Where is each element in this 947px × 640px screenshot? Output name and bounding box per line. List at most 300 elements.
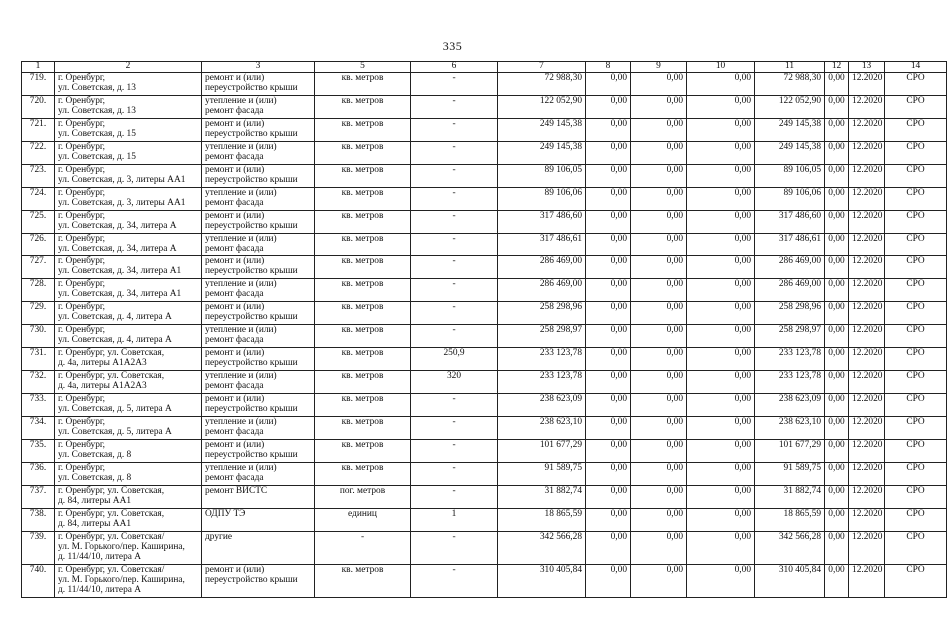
column-number-header: 12 (825, 62, 849, 73)
volume-cell: 1 (411, 508, 498, 531)
unit-cell: кв. метров (315, 141, 411, 164)
address-cell (55, 187, 202, 210)
period-cell: 12.2020 (849, 256, 885, 279)
address-cell-line: ул. Советская, д. 13 (58, 82, 136, 93)
executor-type-cell: СРО (885, 233, 947, 256)
column-number-header: 6 (411, 62, 498, 73)
period-cell: 12.2020 (849, 348, 885, 371)
address-cell (55, 233, 202, 256)
work-type-cell-line: ремонт и (или) (205, 394, 265, 405)
table-row (22, 508, 947, 531)
period-cell: 12.2020 (849, 187, 885, 210)
unit-cell: кв. метров (315, 279, 411, 302)
page-number: 335 (442, 39, 463, 53)
cost-col9-cell: 0,00 (631, 233, 687, 256)
work-type-cell-line: ОДПУ ТЭ (205, 508, 246, 519)
cost-col9-cell: 0,00 (631, 256, 687, 279)
cost-col8-cell: 0,00 (586, 256, 631, 279)
work-type-cell-line: ремонт и (или) (205, 439, 265, 450)
cost-col9-cell: 0,00 (631, 394, 687, 417)
work-type-cell (202, 371, 315, 394)
cost-col11-cell: 286 469,00 (755, 256, 825, 279)
cost-col8-cell: 0,00 (586, 233, 631, 256)
volume-cell: - (411, 417, 498, 440)
executor-type-cell: СРО (885, 325, 947, 348)
table-body (22, 72, 947, 597)
cost-col10-cell: 0,00 (687, 325, 755, 348)
work-type-cell-line: переустройство крыши (205, 82, 298, 93)
cost-col9-cell: 0,00 (631, 531, 687, 564)
cost-col10-cell: 0,00 (687, 417, 755, 440)
volume-cell: - (411, 210, 498, 233)
column-number-header: 5 (315, 62, 411, 73)
work-type-cell-line: ремонт фасада (205, 427, 264, 437)
work-type-cell (202, 95, 315, 118)
row-number-cell: 740. (22, 564, 55, 597)
cost-col11-cell: 89 106,06 (755, 187, 825, 210)
address-cell-line: г. Оренбург, (58, 462, 106, 473)
cost-col11-cell: 249 145,38 (755, 118, 825, 141)
address-cell (55, 394, 202, 417)
address-cell-line: д. 84, литеры АА1 (58, 495, 132, 506)
address-cell-line: г. Оренбург, ул. Советская, (58, 371, 165, 382)
table-row (22, 141, 947, 164)
period-cell: 12.2020 (849, 302, 885, 325)
address-cell (55, 141, 202, 164)
address-cell (55, 371, 202, 394)
cost-col9-cell: 0,00 (631, 279, 687, 302)
work-type-cell (202, 348, 315, 371)
work-type-cell (202, 233, 315, 256)
row-number-cell: 720. (22, 95, 55, 118)
row-number-cell: 730. (22, 325, 55, 348)
volume-cell: - (411, 256, 498, 279)
table-row (22, 187, 947, 210)
cost-col8-cell: 0,00 (586, 531, 631, 564)
work-type-cell-line: ремонт и (или) (205, 348, 265, 359)
table-row (22, 439, 947, 462)
cost-col12-cell: 0,00 (825, 187, 849, 210)
work-type-cell-line: утепление и (или) (205, 95, 277, 106)
total-cost-cell: 89 106,06 (498, 187, 586, 210)
address-cell-line: ул. Советская, д. 4, литера А (58, 335, 172, 346)
cost-col9-cell: 0,00 (631, 439, 687, 462)
table-row (22, 72, 947, 95)
cost-col9-cell: 0,00 (631, 371, 687, 394)
unit-cell: единиц (315, 508, 411, 531)
cost-col12-cell: 0,00 (825, 485, 849, 508)
work-type-cell-line: утепление и (или) (205, 141, 277, 152)
total-cost-cell: 72 988,30 (498, 72, 586, 95)
work-type-cell (202, 141, 315, 164)
volume-cell: - (411, 302, 498, 325)
cost-col10-cell: 0,00 (687, 164, 755, 187)
total-cost-cell: 233 123,78 (498, 371, 586, 394)
table-row (22, 279, 947, 302)
cost-col11-cell: 317 486,60 (755, 210, 825, 233)
volume-cell: - (411, 325, 498, 348)
work-type-cell-line: ремонт и (или) (205, 564, 265, 575)
row-number-cell: 723. (22, 164, 55, 187)
cost-col12-cell: 0,00 (825, 256, 849, 279)
period-cell: 12.2020 (849, 439, 885, 462)
address-cell-line: ул. Советская, д. 34, литера А1 (58, 289, 182, 300)
work-type-cell-line: ремонт и (или) (205, 118, 265, 129)
total-cost-cell: 238 623,09 (498, 394, 586, 417)
cost-col11-cell: 317 486,61 (755, 233, 825, 256)
executor-type-cell: СРО (885, 118, 947, 141)
work-type-cell-line: ремонт фасада (205, 381, 264, 392)
cost-col9-cell: 0,00 (631, 485, 687, 508)
period-cell: 12.2020 (849, 417, 885, 440)
cost-col10-cell: 0,00 (687, 462, 755, 485)
cost-col11-cell: 258 298,96 (755, 302, 825, 325)
cost-col10-cell: 0,00 (687, 118, 755, 141)
row-number-cell: 735. (22, 439, 55, 462)
period-cell: 12.2020 (849, 118, 885, 141)
cost-col10-cell: 0,00 (687, 72, 755, 95)
volume-cell: - (411, 118, 498, 141)
work-type-cell-line: утепление и (или) (205, 462, 277, 473)
table-row (22, 485, 947, 508)
total-cost-cell: 31 882,74 (498, 485, 586, 508)
work-type-cell-line: переустройство крыши (205, 449, 298, 460)
unit-cell: - (315, 531, 411, 564)
cost-col10-cell: 0,00 (687, 371, 755, 394)
cost-col12-cell: 0,00 (825, 508, 849, 531)
table-row (22, 210, 947, 233)
work-type-cell-line: переустройство крыши (205, 220, 298, 231)
work-type-cell-line: переустройство крыши (205, 574, 298, 585)
cost-col12-cell: 0,00 (825, 233, 849, 256)
work-type-cell (202, 210, 315, 233)
address-cell-line: ул. Советская, д. 4, литера А (58, 312, 172, 323)
cost-col12-cell: 0,00 (825, 462, 849, 485)
address-cell (55, 462, 202, 485)
address-cell-line: д. 84, литеры АА1 (58, 518, 132, 529)
address-cell-line: г. Оренбург, (58, 72, 106, 83)
total-cost-cell: 238 623,10 (498, 417, 586, 440)
executor-type-cell: СРО (885, 164, 947, 187)
work-type-cell (202, 564, 315, 597)
total-cost-cell: 258 298,96 (498, 302, 586, 325)
total-cost-cell: 317 486,60 (498, 210, 586, 233)
table-row (22, 348, 947, 371)
column-number-header: 2 (55, 62, 202, 73)
executor-type-cell: СРО (885, 531, 947, 564)
cost-col9-cell: 0,00 (631, 95, 687, 118)
address-cell-line: г. Оренбург, (58, 141, 106, 152)
work-type-cell-line: ремонт и (или) (205, 302, 265, 313)
cost-col10-cell: 0,00 (687, 564, 755, 597)
executor-type-cell: СРО (885, 187, 947, 210)
cost-col8-cell: 0,00 (586, 95, 631, 118)
address-cell-line: г. Оренбург, ул. Советская, (58, 485, 165, 496)
cost-col8-cell: 0,00 (586, 417, 631, 440)
cost-col8-cell: 0,00 (586, 187, 631, 210)
address-cell (55, 485, 202, 508)
executor-type-cell: СРО (885, 72, 947, 95)
address-cell (55, 95, 202, 118)
work-type-cell (202, 485, 315, 508)
executor-type-cell: СРО (885, 348, 947, 371)
address-cell-line: г. Оренбург, (58, 95, 106, 106)
address-cell-line: г. Оренбург, (58, 118, 106, 129)
cost-col9-cell: 0,00 (631, 564, 687, 597)
cost-col8-cell: 0,00 (586, 439, 631, 462)
address-cell-line: д. 4а, литеры А1А2А3 (58, 381, 147, 392)
work-type-cell-line: ремонт фасада (205, 289, 264, 300)
work-type-cell-line: утепление и (или) (205, 233, 277, 244)
unit-cell: кв. метров (315, 95, 411, 118)
address-cell-line: г. Оренбург, (58, 187, 106, 198)
address-cell-line: ул. Советская, д. 3, литеры АА1 (58, 174, 186, 185)
address-cell-line: ул. М. Горького/пер. Каширина, (58, 574, 185, 585)
table-row (22, 95, 947, 118)
column-number-header: 3 (202, 62, 315, 73)
address-cell-line: г. Оренбург, ул. Советская/ (58, 564, 165, 575)
work-type-cell-line: ремонт фасада (205, 335, 264, 346)
cost-col12-cell: 0,00 (825, 141, 849, 164)
cost-col11-cell: 101 677,29 (755, 439, 825, 462)
work-type-cell (202, 164, 315, 187)
cost-col8-cell: 0,00 (586, 462, 631, 485)
cost-col8-cell: 0,00 (586, 141, 631, 164)
period-cell: 12.2020 (849, 462, 885, 485)
cost-col9-cell: 0,00 (631, 417, 687, 440)
cost-col10-cell: 0,00 (687, 210, 755, 233)
executor-type-cell: СРО (885, 279, 947, 302)
cost-col10-cell: 0,00 (687, 531, 755, 564)
executor-type-cell: СРО (885, 394, 947, 417)
cost-col8-cell: 0,00 (586, 279, 631, 302)
cost-col9-cell: 0,00 (631, 187, 687, 210)
address-cell-line: ул. Советская, д. 13 (58, 105, 136, 116)
address-cell-line: г. Оренбург, (58, 325, 106, 336)
volume-cell: - (411, 233, 498, 256)
table-row (22, 462, 947, 485)
address-cell-line: ул. Советская, д. 5, литера А (58, 404, 172, 415)
cost-col8-cell: 0,00 (586, 210, 631, 233)
cost-col12-cell: 0,00 (825, 417, 849, 440)
work-type-cell (202, 394, 315, 417)
cost-col9-cell: 0,00 (631, 508, 687, 531)
work-type-cell (202, 531, 315, 564)
period-cell: 12.2020 (849, 141, 885, 164)
cost-col12-cell: 0,00 (825, 394, 849, 417)
executor-type-cell: СРО (885, 417, 947, 440)
column-number-header: 11 (755, 62, 825, 73)
work-type-cell-line: переустройство крыши (205, 404, 298, 415)
table-row (22, 233, 947, 256)
work-type-cell (202, 325, 315, 348)
address-cell (55, 164, 202, 187)
cost-col12-cell: 0,00 (825, 279, 849, 302)
work-type-cell (202, 118, 315, 141)
total-cost-cell: 310 405,84 (498, 564, 586, 597)
cost-col8-cell: 0,00 (586, 164, 631, 187)
row-number-cell: 739. (22, 531, 55, 564)
cost-col8-cell: 0,00 (586, 72, 631, 95)
executor-type-cell: СРО (885, 371, 947, 394)
unit-cell: кв. метров (315, 394, 411, 417)
executor-type-cell: СРО (885, 256, 947, 279)
address-cell (55, 118, 202, 141)
work-type-cell-line: переустройство крыши (205, 266, 298, 277)
cost-col11-cell: 249 145,38 (755, 141, 825, 164)
cost-col10-cell: 0,00 (687, 348, 755, 371)
column-number-header: 14 (885, 62, 947, 73)
cost-col9-cell: 0,00 (631, 72, 687, 95)
work-type-cell-line: ремонт и (или) (205, 256, 265, 267)
cost-col9-cell: 0,00 (631, 141, 687, 164)
address-cell (55, 508, 202, 531)
volume-cell: - (411, 279, 498, 302)
address-cell-line: г. Оренбург, (58, 417, 106, 428)
cost-col12-cell: 0,00 (825, 302, 849, 325)
address-cell-line: ул. Советская, д. 5, литера А (58, 427, 172, 437)
cost-col12-cell: 0,00 (825, 348, 849, 371)
table-row (22, 164, 947, 187)
work-type-cell (202, 417, 315, 440)
cost-col8-cell: 0,00 (586, 118, 631, 141)
address-cell-line: ул. Советская, д. 34, литера А1 (58, 266, 182, 277)
unit-cell: кв. метров (315, 325, 411, 348)
cost-col8-cell: 0,00 (586, 485, 631, 508)
cost-col10-cell: 0,00 (687, 95, 755, 118)
cost-col11-cell: 18 865,59 (755, 508, 825, 531)
volume-cell: - (411, 564, 498, 597)
cost-col11-cell: 233 123,78 (755, 348, 825, 371)
volume-cell: - (411, 394, 498, 417)
cost-col9-cell: 0,00 (631, 164, 687, 187)
work-type-cell-line: утепление и (или) (205, 187, 277, 198)
address-cell (55, 256, 202, 279)
address-cell-line: ул. Советская, д. 34, литера А (58, 243, 177, 254)
executor-type-cell: СРО (885, 141, 947, 164)
cost-col12-cell: 0,00 (825, 371, 849, 394)
volume-cell: - (411, 95, 498, 118)
unit-cell: кв. метров (315, 210, 411, 233)
address-cell-line: ул. Советская, д. 15 (58, 151, 136, 162)
period-cell: 12.2020 (849, 233, 885, 256)
executor-type-cell: СРО (885, 485, 947, 508)
total-cost-cell: 18 865,59 (498, 508, 586, 531)
address-cell (55, 302, 202, 325)
address-cell-line: д. 11/44/10, литера А (58, 551, 142, 562)
total-cost-cell: 317 486,61 (498, 233, 586, 256)
cost-col9-cell: 0,00 (631, 325, 687, 348)
row-number-cell: 727. (22, 256, 55, 279)
row-number-cell: 728. (22, 279, 55, 302)
cost-col8-cell: 0,00 (586, 302, 631, 325)
cost-col11-cell: 72 988,30 (755, 72, 825, 95)
cost-col10-cell: 0,00 (687, 141, 755, 164)
address-cell-line: г. Оренбург, ул. Советская/ (58, 531, 165, 542)
total-cost-cell: 286 469,00 (498, 279, 586, 302)
cost-col12-cell: 0,00 (825, 164, 849, 187)
address-cell (55, 417, 202, 440)
executor-type-cell: СРО (885, 210, 947, 233)
column-number-row (22, 62, 947, 73)
cost-col12-cell: 0,00 (825, 325, 849, 348)
cost-col8-cell: 0,00 (586, 325, 631, 348)
cost-col12-cell: 0,00 (825, 439, 849, 462)
address-cell-line: ул. Советская, д. 8 (58, 449, 132, 460)
executor-type-cell: СРО (885, 95, 947, 118)
volume-cell: - (411, 531, 498, 564)
work-type-cell (202, 187, 315, 210)
cost-col9-cell: 0,00 (631, 118, 687, 141)
total-cost-cell: 91 589,75 (498, 462, 586, 485)
work-type-cell (202, 302, 315, 325)
row-number-cell: 734. (22, 417, 55, 440)
address-cell (55, 279, 202, 302)
work-type-cell (202, 462, 315, 485)
volume-cell: 320 (411, 371, 498, 394)
cost-col8-cell: 0,00 (586, 348, 631, 371)
address-cell-line: г. Оренбург, (58, 394, 106, 405)
cost-col11-cell: 310 405,84 (755, 564, 825, 597)
cost-col8-cell: 0,00 (586, 508, 631, 531)
cost-col11-cell: 91 589,75 (755, 462, 825, 485)
unit-cell: кв. метров (315, 564, 411, 597)
address-cell (55, 531, 202, 564)
address-cell (55, 210, 202, 233)
unit-cell: кв. метров (315, 72, 411, 95)
work-type-cell (202, 256, 315, 279)
table-row (22, 118, 947, 141)
row-number-cell: 721. (22, 118, 55, 141)
table-row (22, 256, 947, 279)
cost-col11-cell: 233 123,78 (755, 371, 825, 394)
unit-cell: кв. метров (315, 348, 411, 371)
work-type-cell-line: ремонт ВИСТС (205, 485, 268, 496)
total-cost-cell: 342 566,28 (498, 531, 586, 564)
address-cell-line: г. Оренбург, ул. Советская, (58, 348, 165, 359)
work-type-cell-line: утепление и (или) (205, 371, 277, 382)
row-number-cell: 724. (22, 187, 55, 210)
work-type-cell-line: переустройство крыши (205, 128, 298, 139)
table-row (22, 531, 947, 564)
cost-col10-cell: 0,00 (687, 256, 755, 279)
cost-col11-cell: 286 469,00 (755, 279, 825, 302)
column-number-header: 1 (22, 62, 55, 73)
address-cell (55, 72, 202, 95)
unit-cell: кв. метров (315, 417, 411, 440)
cost-col11-cell: 342 566,28 (755, 531, 825, 564)
executor-type-cell: СРО (885, 302, 947, 325)
table-row (22, 325, 947, 348)
cost-col8-cell: 0,00 (586, 394, 631, 417)
column-number-header: 13 (849, 62, 885, 73)
cost-col12-cell: 0,00 (825, 531, 849, 564)
period-cell: 12.2020 (849, 72, 885, 95)
period-cell: 12.2020 (849, 164, 885, 187)
cost-col12-cell: 0,00 (825, 210, 849, 233)
row-number-cell: 729. (22, 302, 55, 325)
work-type-cell-line: утепление и (или) (205, 279, 277, 290)
total-cost-cell: 101 677,29 (498, 439, 586, 462)
period-cell: 12.2020 (849, 279, 885, 302)
total-cost-cell: 286 469,00 (498, 256, 586, 279)
total-cost-cell: 249 145,38 (498, 141, 586, 164)
address-cell-line: г. Оренбург, (58, 210, 106, 221)
cost-col10-cell: 0,00 (687, 394, 755, 417)
unit-cell: кв. метров (315, 118, 411, 141)
cost-col8-cell: 0,00 (586, 564, 631, 597)
row-number-cell: 725. (22, 210, 55, 233)
